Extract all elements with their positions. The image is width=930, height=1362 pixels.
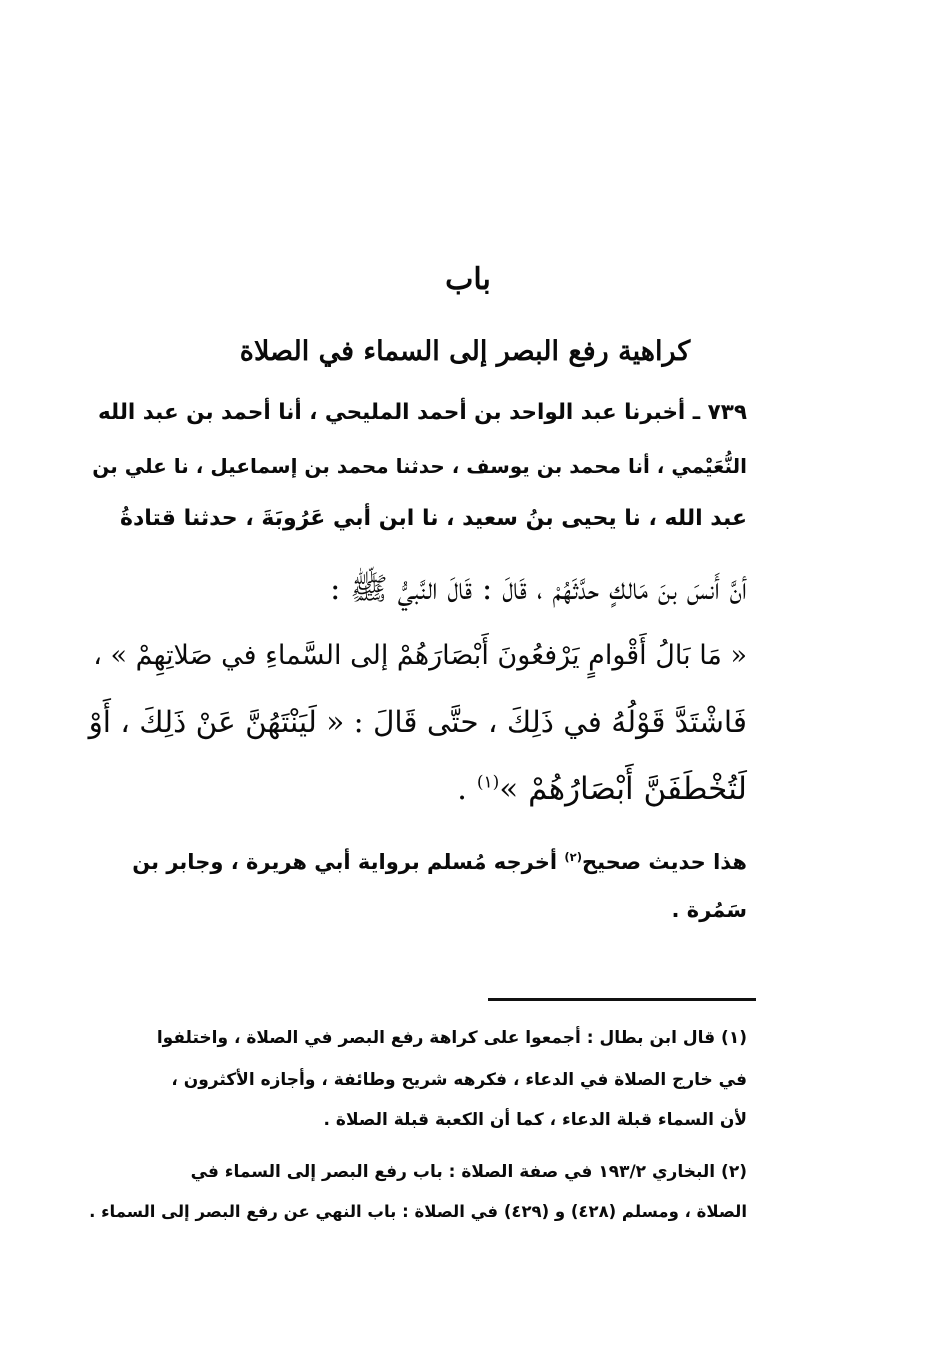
hadith-line-1: أنَّ أَنسَ بنَ مَالكٍ حدَّثَهُمْ ، قَالَ : قَالَ النَّبيُّ ﷺ : [329, 571, 747, 607]
comment-line-1-start: هذا حديث صحيح [581, 850, 747, 874]
hadith-line-2: « مَا بَالُ أَقْوامٍ يَرْفعُونَ أَبْصَارَهُمْ إلى السَّماءِ في صَلاتِهِمْ » ، [93, 640, 747, 671]
comment-line-2: سَمُرة . [671, 898, 747, 922]
footnote-1-line-1: (١) قال ابن بطال : أجمعوا على كراهة رفع البصر في الصلاة ، واختلفوا [156, 1028, 747, 1048]
footnote-1-line-2: في خارج الصلاة في الدعاء ، فكرهه شريح وطائفة ، وأجازه الأكثرون ، [171, 1070, 747, 1090]
chapter-title: كراهية رفع البصر إلى السماء في الصلاة [239, 336, 691, 367]
isnad-line-1: ٧٣٩ ـ أخبرنا عبد الواحد بن أحمد المليحي ، أنا أحمد بن عبد الله [98, 400, 747, 425]
hadith-line-3: فَاشْتَدَّ قَوْلُهُ في ذَلِكَ ، حتَّى قَالَ : « لَيَنْتَهُنَّ عَنْ ذَلِكَ ، أَوْ [88, 705, 747, 739]
footnote-2-line-1: (٢) البخاري ١٩٣/٢ في صفة الصلاة : باب رفع البصر إلى السماء في [190, 1162, 747, 1182]
footnote-ref-2: (٢) [564, 850, 582, 864]
hadith-end-mark: . [457, 771, 467, 807]
footnote-2-line-2: الصلاة ، ومسلم (٤٢٨) و (٤٢٩) في الصلاة : باب النهي عن رفع البصر إلى السماء . [89, 1202, 747, 1221]
hadith-line-4-text: لَتُخْطَفَنَّ أَبْصَارُهُمْ » [499, 771, 747, 807]
footnote-separator [488, 998, 756, 1001]
comment-line-1 [87, 852, 747, 873]
chapter-heading-word: باب [445, 262, 491, 297]
footnote-ref-1: (١) [476, 772, 500, 793]
footnote-1-line-3: لأن السماء قبلة الدعاء ، كما أن الكعبة قبلة الصلاة . [323, 1110, 747, 1130]
hadith-line-4 [87, 771, 747, 807]
isnad-line-3: عبد الله ، نا يحيى بنُ سعيد ، نا ابن أبي عَرُوبَةَ ، حدثنا قتادةُ [120, 506, 747, 531]
isnad-line-2: النُّعَيْمي ، أنا محمد بن يوسف ، حدثنا محمد بن إسماعيل ، نا علي بن [92, 454, 747, 478]
comment-line-1-end: أخرجه مُسلم برواية أبي هريرة ، وجابر بن [132, 850, 558, 874]
